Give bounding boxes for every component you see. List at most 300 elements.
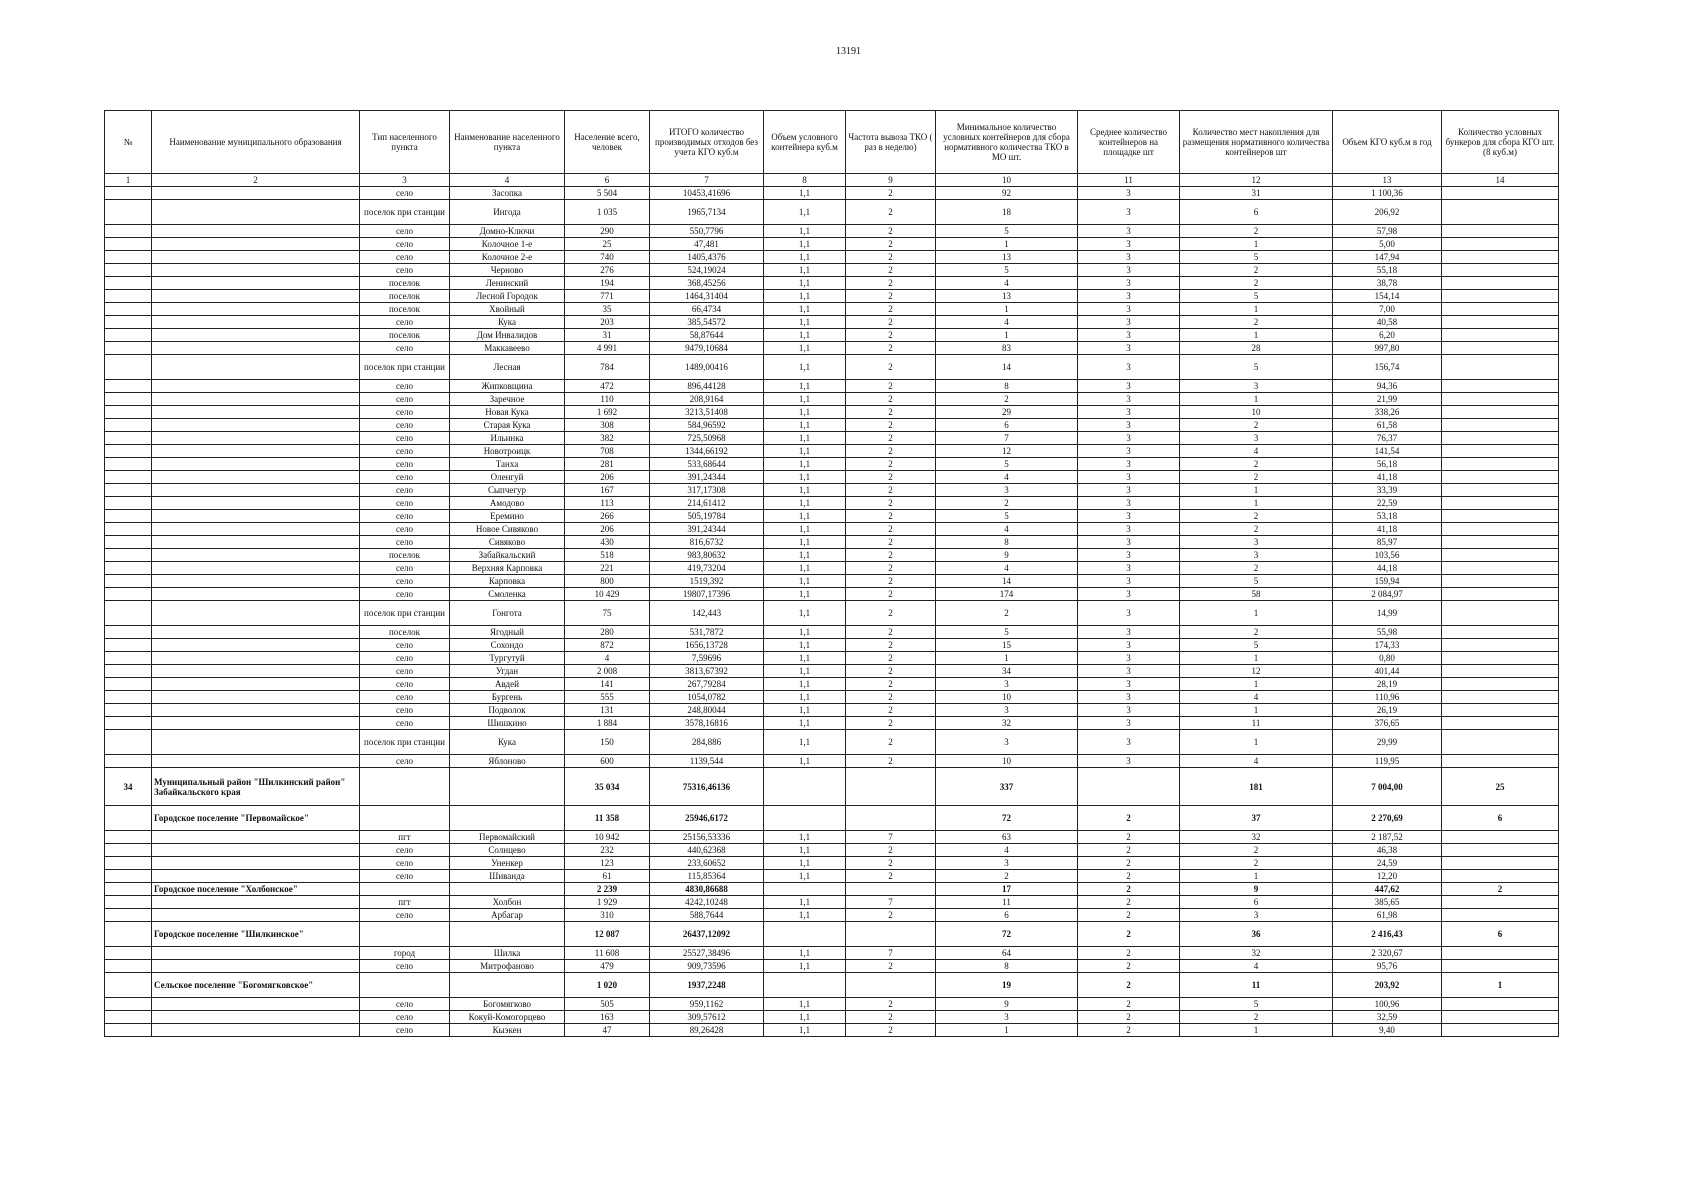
header-cell: Количество условных бункеров для сбора КГО шт. (8 куб.м) <box>1442 111 1559 174</box>
table-cell: 36 <box>1180 922 1333 947</box>
table-cell: село <box>360 678 450 691</box>
table-cell: 280 <box>565 626 650 639</box>
table-cell <box>152 665 360 678</box>
table-cell: 5 <box>936 458 1078 471</box>
table-cell <box>152 896 360 909</box>
table-cell <box>152 290 360 303</box>
table-cell: 3 <box>1078 691 1180 704</box>
table-row <box>105 601 1559 626</box>
table-cell: Ленинский <box>450 277 565 290</box>
table-cell <box>152 484 360 497</box>
table-cell: 505,19784 <box>650 510 764 523</box>
table-cell: 3 <box>936 857 1078 870</box>
table-cell: 531,7872 <box>650 626 764 639</box>
table-cell: 3 <box>1180 549 1333 562</box>
table-cell: 6 <box>1442 922 1559 947</box>
table-cell: 9 <box>936 998 1078 1011</box>
table-cell: село <box>360 588 450 601</box>
table-cell: 1 <box>1180 870 1333 883</box>
table-cell: 203 <box>565 316 650 329</box>
table-cell: 56,18 <box>1333 458 1442 471</box>
table-row <box>105 947 1559 960</box>
table-cell <box>152 704 360 717</box>
table-cell: 4 <box>936 562 1078 575</box>
table-cell <box>1442 601 1559 626</box>
table-cell: 147,94 <box>1333 251 1442 264</box>
table-cell <box>105 588 152 601</box>
table-row <box>105 510 1559 523</box>
table-cell: Сивяково <box>450 536 565 549</box>
table-cell <box>105 909 152 922</box>
table-cell: 816,6732 <box>650 536 764 549</box>
table-cell: 1,1 <box>764 691 846 704</box>
table-cell: 401,44 <box>1333 665 1442 678</box>
table-cell <box>152 187 360 200</box>
table-cell <box>152 717 360 730</box>
table-cell: 55,18 <box>1333 264 1442 277</box>
table-cell: 38,78 <box>1333 277 1442 290</box>
table-cell: 11 608 <box>565 947 650 960</box>
table-cell <box>105 678 152 691</box>
table-cell: 5,00 <box>1333 238 1442 251</box>
table-cell: Кокуй-Комогорцево <box>450 1011 565 1024</box>
table-cell: Холбон <box>450 896 565 909</box>
column-number: 1 <box>105 174 152 187</box>
table-cell: 29 <box>936 406 1078 419</box>
table-row <box>105 626 1559 639</box>
table-cell: 2 <box>846 471 936 484</box>
header-cell: ИТОГО количество производимых отходов без учета КГО куб.м <box>650 111 764 174</box>
table-cell: 156,74 <box>1333 355 1442 380</box>
table-cell: 61,98 <box>1333 909 1442 922</box>
table-cell: 1,1 <box>764 303 846 316</box>
table-cell: 1 <box>1180 393 1333 406</box>
table-cell <box>846 768 936 806</box>
table-cell: 440,62368 <box>650 844 764 857</box>
table-cell: 2 <box>1078 973 1180 998</box>
table-cell <box>1442 393 1559 406</box>
table-cell <box>105 445 152 458</box>
table-cell: 1 692 <box>565 406 650 419</box>
table-cell <box>360 922 450 947</box>
table-cell: поселок при станции <box>360 355 450 380</box>
table-cell: 2 <box>1180 626 1333 639</box>
table-cell: 740 <box>565 251 650 264</box>
table-cell: 6 <box>1180 200 1333 225</box>
table-cell <box>1442 536 1559 549</box>
table-cell: село <box>360 187 450 200</box>
table-cell: 100,96 <box>1333 998 1442 1011</box>
table-cell: 194 <box>565 277 650 290</box>
table-cell: 4 <box>936 844 1078 857</box>
table-cell <box>105 393 152 406</box>
header-cell: Количество мест накопления для размещения нормативного количества контейнеров шт <box>1180 111 1333 174</box>
table-cell: село <box>360 639 450 652</box>
table-cell <box>152 251 360 264</box>
table-cell: 3 <box>1078 562 1180 575</box>
table-cell <box>105 1024 152 1037</box>
table-cell: 4 <box>936 277 1078 290</box>
table-cell: село <box>360 510 450 523</box>
table-cell <box>152 432 360 445</box>
table-cell: 2 <box>936 393 1078 406</box>
table-cell <box>1442 200 1559 225</box>
table-cell: 1,1 <box>764 588 846 601</box>
table-cell: 2 <box>1078 883 1180 896</box>
table-cell <box>1442 1011 1559 1024</box>
table-cell: 2 <box>846 419 936 432</box>
table-cell: 33,39 <box>1333 484 1442 497</box>
table-cell <box>1442 1024 1559 1037</box>
table-cell: 233,60652 <box>650 857 764 870</box>
table-cell <box>152 626 360 639</box>
table-cell <box>152 549 360 562</box>
table-cell: Сохондо <box>450 639 565 652</box>
table-cell: 174 <box>936 588 1078 601</box>
table-cell <box>105 432 152 445</box>
table-cell: 1,1 <box>764 419 846 432</box>
table-cell: 3 <box>1078 588 1180 601</box>
table-cell <box>1442 290 1559 303</box>
table-cell: 6 <box>1442 806 1559 831</box>
table-cell: поселок <box>360 303 450 316</box>
table-row <box>105 432 1559 445</box>
table-cell: 1,1 <box>764 947 846 960</box>
table-cell: 3 <box>1078 523 1180 536</box>
table-row <box>105 264 1559 277</box>
table-cell: 1,1 <box>764 717 846 730</box>
table-cell: 2 320,67 <box>1333 947 1442 960</box>
table-cell: Авдей <box>450 678 565 691</box>
table-row <box>105 419 1559 432</box>
table-cell: 524,19024 <box>650 264 764 277</box>
table-cell <box>152 857 360 870</box>
table-cell: 10 429 <box>565 588 650 601</box>
table-cell <box>450 973 565 998</box>
table-cell: 53,18 <box>1333 510 1442 523</box>
table-cell: 75 <box>565 601 650 626</box>
table-cell <box>152 998 360 1011</box>
table-cell <box>1442 665 1559 678</box>
table-cell: 1344,66192 <box>650 445 764 458</box>
table-cell: 37 <box>1180 806 1333 831</box>
table-row <box>105 909 1559 922</box>
table-cell: 7 <box>846 896 936 909</box>
table-cell: 1 <box>1180 652 1333 665</box>
table-cell: 3 <box>1078 471 1180 484</box>
table-cell: 4 <box>1180 755 1333 768</box>
table-cell <box>450 922 565 947</box>
table-row <box>105 857 1559 870</box>
table-cell: 997,80 <box>1333 342 1442 355</box>
table-cell: 1,1 <box>764 870 846 883</box>
table-cell: 110 <box>565 393 650 406</box>
table-cell: 115,85364 <box>650 870 764 883</box>
table-cell: 5 <box>1180 575 1333 588</box>
table-cell <box>105 601 152 626</box>
table-cell <box>105 665 152 678</box>
table-cell: 2 <box>846 238 936 251</box>
table-cell: 284,886 <box>650 730 764 755</box>
table-cell: 725,50968 <box>650 432 764 445</box>
table-cell: 3 <box>936 484 1078 497</box>
table-cell: 909,73596 <box>650 960 764 973</box>
table-cell: 276 <box>565 264 650 277</box>
table-cell: 12 087 <box>565 922 650 947</box>
table-cell <box>1442 316 1559 329</box>
table-cell <box>152 639 360 652</box>
table-cell <box>105 973 152 998</box>
table-cell: 7,00 <box>1333 303 1442 316</box>
table-cell: 4 <box>936 471 1078 484</box>
table-cell <box>152 316 360 329</box>
table-cell: 1,1 <box>764 652 846 665</box>
table-row <box>105 380 1559 393</box>
table-cell: 83 <box>936 342 1078 355</box>
table-cell: Заречное <box>450 393 565 406</box>
table-cell: 181 <box>1180 768 1333 806</box>
table-cell <box>1442 678 1559 691</box>
table-cell <box>105 562 152 575</box>
table-cell <box>105 484 152 497</box>
table-cell: 4 <box>936 523 1078 536</box>
table-row <box>105 187 1559 200</box>
table-cell: 8 <box>936 380 1078 393</box>
table-cell <box>1442 355 1559 380</box>
table-cell: 267,79284 <box>650 678 764 691</box>
table-cell: село <box>360 484 450 497</box>
table-cell: 2 <box>1078 1011 1180 1024</box>
table-cell: 3 <box>936 704 1078 717</box>
column-number: 12 <box>1180 174 1333 187</box>
table-cell <box>105 691 152 704</box>
table-cell: 2 <box>846 380 936 393</box>
table-cell <box>360 973 450 998</box>
table-cell: 18 <box>936 200 1078 225</box>
table-cell: 7 <box>846 947 936 960</box>
table-cell: 4 <box>1180 960 1333 973</box>
table-cell: 167 <box>565 484 650 497</box>
table-cell <box>105 755 152 768</box>
table-cell <box>152 730 360 755</box>
table-cell: 2 <box>846 704 936 717</box>
table-cell: 2 <box>846 665 936 678</box>
table-cell: 533,68644 <box>650 458 764 471</box>
table-cell <box>1442 458 1559 471</box>
table-cell <box>1442 497 1559 510</box>
header-cell: Тип населенного пункта <box>360 111 450 174</box>
table-cell: 203,92 <box>1333 973 1442 998</box>
table-cell: 1,1 <box>764 909 846 922</box>
table-cell: 11 <box>1180 973 1333 998</box>
table-cell <box>1442 730 1559 755</box>
table-cell <box>1442 691 1559 704</box>
table-cell: 1,1 <box>764 277 846 290</box>
table-cell <box>1442 755 1559 768</box>
table-body <box>105 187 1559 1037</box>
table-cell: 3578,16816 <box>650 717 764 730</box>
table-cell: 2 270,69 <box>1333 806 1442 831</box>
table-row <box>105 251 1559 264</box>
table-row <box>105 549 1559 562</box>
table-cell: 103,56 <box>1333 549 1442 562</box>
table-cell: 0,80 <box>1333 652 1442 665</box>
table-cell: город <box>360 947 450 960</box>
table-cell: 92 <box>936 187 1078 200</box>
table-cell <box>1442 329 1559 342</box>
table-cell: 94,36 <box>1333 380 1442 393</box>
table-cell: 2 <box>1180 562 1333 575</box>
table-cell: 1,1 <box>764 445 846 458</box>
table-cell <box>105 947 152 960</box>
table-cell <box>152 960 360 973</box>
table-cell: 22,59 <box>1333 497 1442 510</box>
table-cell: 3 <box>1078 575 1180 588</box>
table-row <box>105 562 1559 575</box>
table-cell: 2 <box>846 393 936 406</box>
table-cell: 2 <box>1180 225 1333 238</box>
table-cell <box>764 973 846 998</box>
table-cell <box>105 717 152 730</box>
table-cell: 2 <box>1180 857 1333 870</box>
table-cell: 382 <box>565 432 650 445</box>
table-cell <box>105 652 152 665</box>
table-cell: 5 <box>936 510 1078 523</box>
table-cell: 6 <box>1180 896 1333 909</box>
table-cell: 46,38 <box>1333 844 1442 857</box>
table-cell: 1,1 <box>764 393 846 406</box>
table-cell: 1519,392 <box>650 575 764 588</box>
table-cell <box>105 575 152 588</box>
table-cell: Муниципальный район "Шилкинский район" Забайкальского края <box>152 768 360 806</box>
table-cell: 3 <box>1078 704 1180 717</box>
table-cell: 248,80044 <box>650 704 764 717</box>
table-row <box>105 652 1559 665</box>
table-cell <box>764 768 846 806</box>
table-cell: 1,1 <box>764 730 846 755</box>
table-cell: 3 <box>1078 277 1180 290</box>
waste-table <box>104 110 1559 1037</box>
table-cell <box>1442 626 1559 639</box>
table-cell: 2 <box>846 497 936 510</box>
column-number: 9 <box>846 174 936 187</box>
table-cell: 11 <box>936 896 1078 909</box>
table-cell: 13 <box>936 251 1078 264</box>
table-cell: 41,18 <box>1333 471 1442 484</box>
table-row <box>105 238 1559 251</box>
table-cell: 2 <box>846 200 936 225</box>
table-cell: 1 <box>936 329 1078 342</box>
table-cell: 1965,7134 <box>650 200 764 225</box>
table-cell: село <box>360 575 450 588</box>
table-cell: село <box>360 380 450 393</box>
table-cell: поселок <box>360 329 450 342</box>
table-cell <box>105 316 152 329</box>
table-cell <box>105 857 152 870</box>
table-cell <box>105 536 152 549</box>
table-cell <box>105 510 152 523</box>
table-cell: 1,1 <box>764 523 846 536</box>
table-cell: 479 <box>565 960 650 973</box>
table-cell: 2 <box>846 445 936 458</box>
table-cell <box>1442 639 1559 652</box>
table-cell: Ильинка <box>450 432 565 445</box>
table-cell: пгт <box>360 831 450 844</box>
table-cell: 6 <box>936 419 1078 432</box>
column-number: 10 <box>936 174 1078 187</box>
table-cell: село <box>360 264 450 277</box>
table-cell: 3 <box>1078 419 1180 432</box>
table-cell: 7 <box>936 432 1078 445</box>
table-cell <box>152 264 360 277</box>
table-cell: 5 <box>1180 355 1333 380</box>
table-cell: 337 <box>936 768 1078 806</box>
table-cell: 584,96592 <box>650 419 764 432</box>
table-cell: Солнцево <box>450 844 565 857</box>
table-cell: 1 <box>936 238 1078 251</box>
table-cell: 3 <box>1078 187 1180 200</box>
table-row <box>105 717 1559 730</box>
table-cell: 308 <box>565 419 650 432</box>
table-cell: 2 084,97 <box>1333 588 1442 601</box>
table-cell: село <box>360 857 450 870</box>
table-cell: поселок при станции <box>360 730 450 755</box>
table-cell: 9479,10684 <box>650 342 764 355</box>
table-cell: 1 <box>1180 601 1333 626</box>
table-cell: 2 <box>1180 471 1333 484</box>
table-cell: 26,19 <box>1333 704 1442 717</box>
table-cell: 66,4734 <box>650 303 764 316</box>
table-cell: 2 <box>1180 523 1333 536</box>
table-cell: 784 <box>565 355 650 380</box>
table-cell: 61 <box>565 870 650 883</box>
subtotal-row <box>105 768 1559 806</box>
table-cell: 1,1 <box>764 200 846 225</box>
table-cell <box>1442 717 1559 730</box>
table-cell: село <box>360 497 450 510</box>
table-cell <box>1442 277 1559 290</box>
table-cell <box>152 588 360 601</box>
table-cell: 221 <box>565 562 650 575</box>
table-cell <box>105 277 152 290</box>
table-cell: 1,1 <box>764 355 846 380</box>
table-cell: поселок при станции <box>360 200 450 225</box>
table-row <box>105 588 1559 601</box>
table-cell: село <box>360 316 450 329</box>
table-cell <box>152 691 360 704</box>
table-cell: 14 <box>936 575 1078 588</box>
table-row <box>105 316 1559 329</box>
table-cell <box>152 497 360 510</box>
table-cell: 58 <box>1180 588 1333 601</box>
table-cell: 800 <box>565 575 650 588</box>
table-cell: 2 <box>846 678 936 691</box>
table-cell: 1 <box>1180 484 1333 497</box>
table-cell: 2 <box>846 691 936 704</box>
table-cell: 338,26 <box>1333 406 1442 419</box>
table-cell: 2 <box>846 458 936 471</box>
table-cell <box>152 1024 360 1037</box>
table-cell: 12 <box>1180 665 1333 678</box>
table-cell: 1,1 <box>764 316 846 329</box>
table-cell: 2 <box>1078 870 1180 883</box>
table-cell: 317,17308 <box>650 484 764 497</box>
table-cell: поселок при станции <box>360 601 450 626</box>
table-cell: село <box>360 755 450 768</box>
table-cell: 32,59 <box>1333 1011 1442 1024</box>
table-cell <box>1442 870 1559 883</box>
table-row <box>105 290 1559 303</box>
